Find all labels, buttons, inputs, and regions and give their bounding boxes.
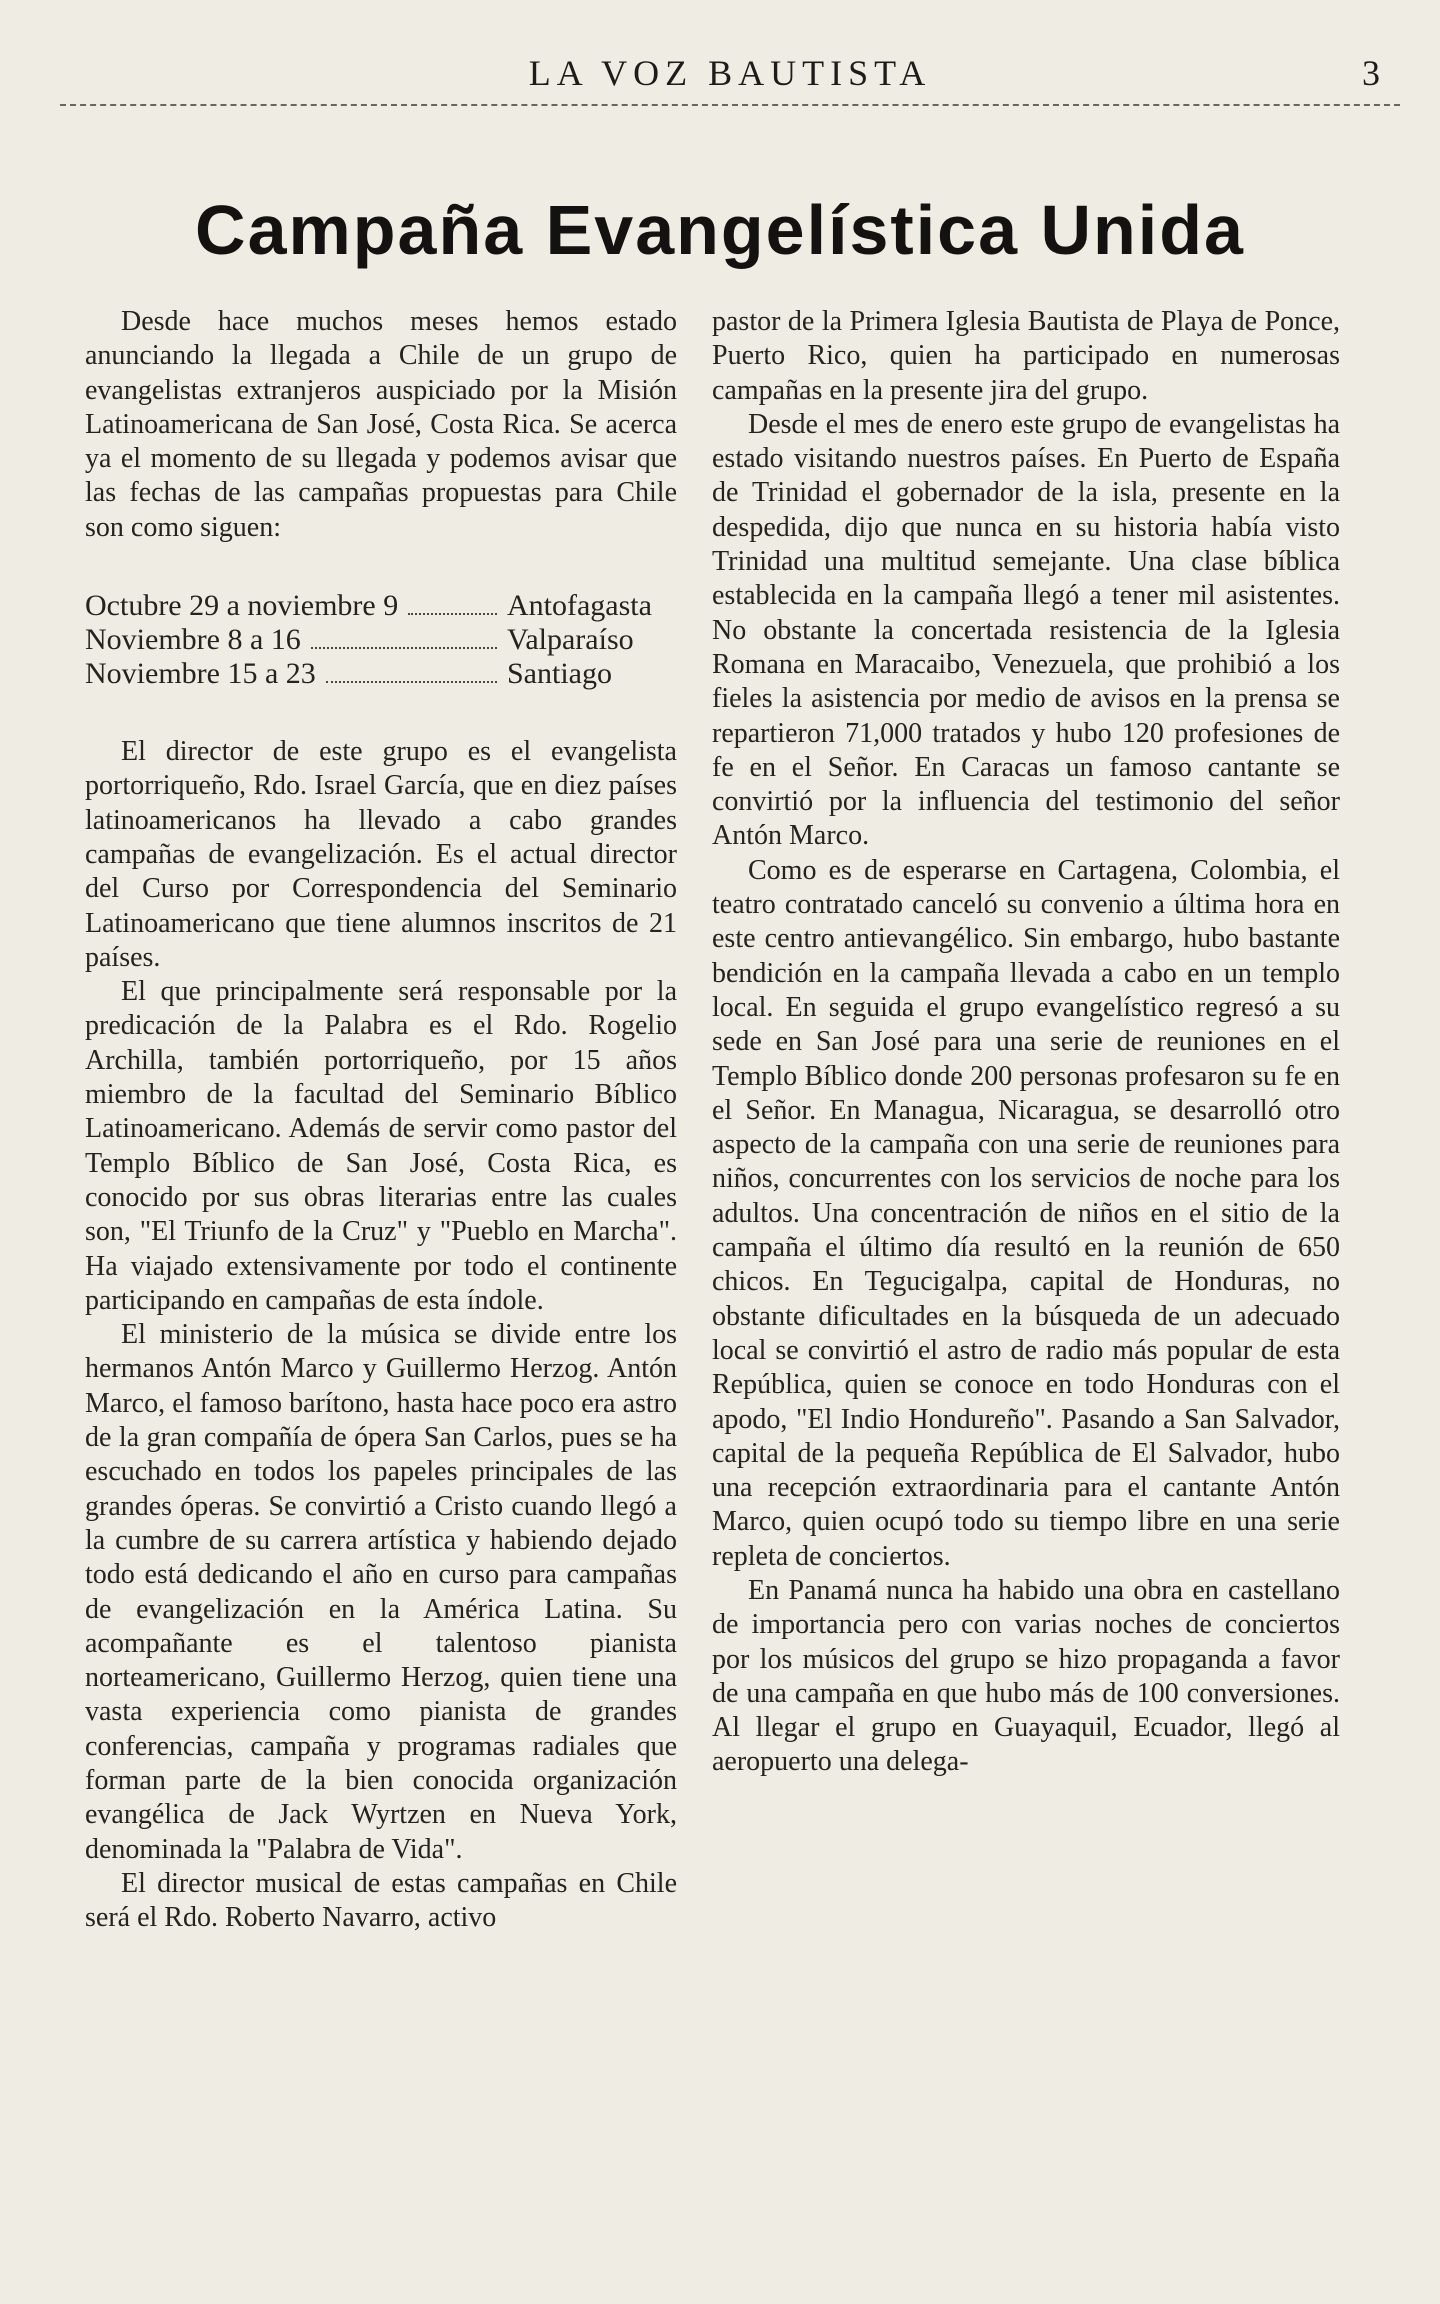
dot-leader (326, 680, 497, 683)
schedule-city: Santiago (507, 657, 612, 691)
schedule-row (85, 589, 677, 623)
right-column (712, 305, 1340, 1780)
running-head (60, 52, 1400, 112)
body-paragraph: El director musical de estas campañas en Chile será el Rdo. Roberto Navarro, activo (85, 1867, 677, 1934)
schedule-city: Antofagasta (507, 589, 652, 623)
body-paragraph: El director de este grupo es el evangelista portorriqueño, Rdo. Israel García, que en diez países latinoamericanos ha llevado a cabo grandes campañas de evangelización. Es el actual director del Curso por Correspondencia del Seminario Latinoamericano que tiene alumnos inscritos de 21 países. (85, 736, 677, 973)
body-paragraph: El que principalmente será responsable por la predicación de la Palabra es el Rdo. Rogelio Archilla, también portorriqueño, por 15 años miembro de la facultad del Seminario Bíblico Latinoamericano. Además de servir como pastor del Templo Bíblico de San José, Costa Rica, es conocido por sus obras literarias entre las cuales son, "El Triunfo de la Cruz" y "Pueblo en Marcha". Ha viajado extensivamente por todo el continente participando en campañas de esta índole. (85, 976, 677, 1316)
body-paragraph: En Panamá nunca ha habido una obra en castellano de importancia pero con varias noches de conciertos por los músicos del grupo se hizo propaganda a favor de una campaña en que hubo más de 100 conversiones. Al llegar el grupo en Guayaquil, Ecuador, llegó al aeropuerto una delega- (712, 1574, 1340, 1778)
body-paragraph: Como es de esperarse en Cartagena, Colombia, el teatro contratado canceló su convenio a última hora en este centro antievangélico. Sin embargo, hubo bastante bendición en la campaña llevada a cabo en un templo local. En seguida el grupo evangelístico regresó a su sede en San José para una serie de reuniones en el Templo Bíblico donde 200 personas profesaron su fe en el Señor. En Managua, Nicaragua, se desarrolló otro aspecto de la campaña con una serie de reuniones para niños, concurrentes con los servicios de noche para los adultos. Una concentración de niños en el sitio de la campaña el último día resultó en la reunión de 650 chicos. En Tegucigalpa, capital de Honduras, no obstante dificultades en la búsqueda de un adecuado local se convirtió el astro de radio más popular de esta República, quien se conoce en todo Honduras con el apodo, "El Indio Hondureño". Pasando a San Salvador, capital de la pequeña República de El Salvador, hubo una recepción extraordinaria para el cantante Antón Marco, quien ocupó todo su tiempo libre en una serie repleta de conciertos. (712, 854, 1340, 1572)
dot-leader (408, 612, 497, 615)
publication-title: LA VOZ BAUTISTA (528, 53, 932, 93)
intro-paragraph: Desde hace muchos meses hemos estado anunciando la llegada a Chile de un grupo de evangelistas extranjeros auspiciado por la Misión Latinoamericana de San José, Costa Rica. Se acerca ya el momento de su llegada y podemos avisar que las fechas de las campañas propuestas para Chile son como siguen: (85, 306, 677, 543)
article-title: Campaña Evangelística Unida (195, 191, 1245, 269)
campaign-schedule (85, 589, 677, 691)
schedule-dates: Noviembre 15 a 23 (85, 657, 316, 691)
body-paragraph: pastor de la Primera Iglesia Bautista de Playa de Ponce, Puerto Rico, quien ha participado en numerosas campañas en la presente jira del grupo. (712, 306, 1340, 406)
schedule-dates: Noviembre 8 a 16 (85, 623, 301, 657)
body-paragraph: El ministerio de la música se divide entre los hermanos Antón Marco y Guillermo Herzog. Antón Marco, el famoso barítono, hasta hace poco era astro de la gran compañía de ópera San Carlos, pues se ha escuchado en todos los papeles principales de las grandes óperas. Se convirtió a Cristo cuando llegó a la cumbre de su carrera artística y habiendo dejado todo está dedicando el año en curso para campañas de evangelización en la América Latina. Su acompañante es el talentoso pianista norteamericano, Guillermo Herzog, quien tiene una vasta experiencia como pianista de grandes conferencias, campaña y programas radiales que forman parte de la bien conocida organización evangélica de Jack Wyrtzen en Nueva York, denominada la "Palabra de Vida". (85, 1319, 677, 1865)
left-column (85, 305, 677, 1935)
schedule-row (85, 657, 677, 691)
schedule-dates: Octubre 29 a noviembre 9 (85, 589, 399, 623)
schedule-row (85, 623, 677, 657)
dot-leader (311, 646, 497, 649)
body-paragraph: Desde el mes de enero este grupo de evangelistas ha estado visitando nuestros países. En Puerto de España de Trinidad el gobernador de la isla, presente en la despedida, dijo que nunca en su historia había visto Trinidad una multitud semejante. Una clase bíblica establecida en la campaña llegó a tener mil asistentes. No obstante la concertada resistencia de la Iglesia Romana en Maracaibo, Venezuela, que prohibió a los fieles la asistencia por medio de avisos en la prensa se repartieron 71,000 tratados y hubo 120 profesiones de fe en el Señor. En Caracas un famoso cantante se convirtió por la influencia del testimonio del señor Antón Marco. (712, 408, 1340, 852)
schedule-city: Valparaíso (507, 623, 634, 657)
header-divider (60, 104, 1400, 106)
page-number: 3 (1362, 53, 1380, 93)
